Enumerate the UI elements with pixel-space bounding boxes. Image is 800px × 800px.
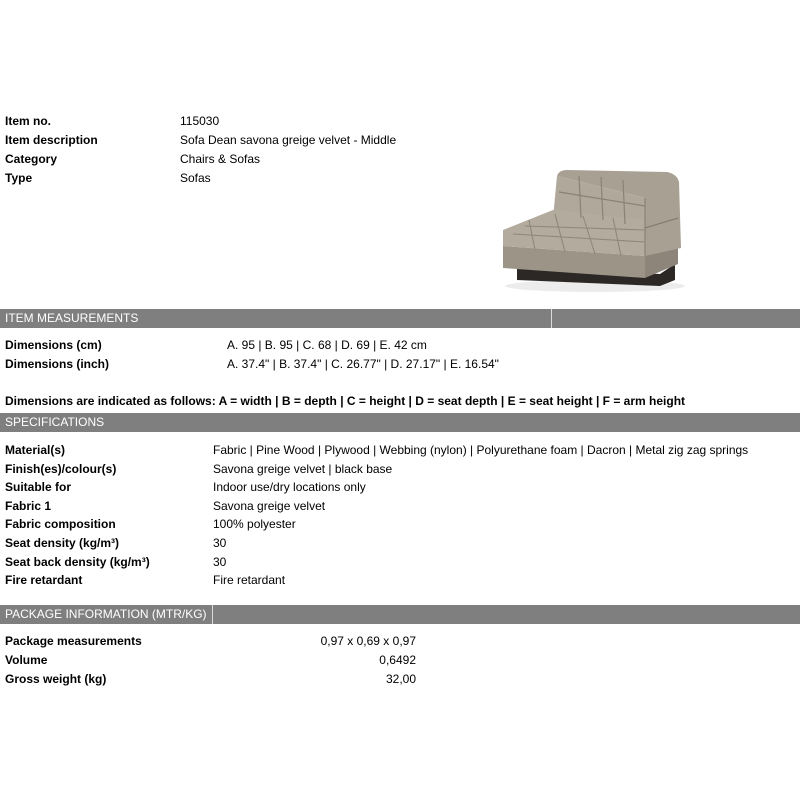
item-no-value: 115030 [180, 114, 220, 128]
specifications-header [0, 413, 800, 432]
volume-value: 0,6492 [379, 653, 416, 667]
specifications-title: SPECIFICATIONS [5, 415, 105, 429]
spec-fabric1-value: Savona greige velvet [213, 499, 326, 513]
spec-finish-value: Savona greige velvet | black base [213, 462, 393, 476]
spec-fabric-composition-label: Fabric composition [5, 517, 116, 531]
spec-seat-density-label: Seat density (kg/m³) [5, 536, 120, 550]
category-label: Category [5, 152, 58, 166]
dimensions-note: Dimensions are indicated as follows: A = width | B = depth | C = height | D = seat depth | E = seat height | F = arm height [5, 394, 686, 408]
spec-suitable-value: Indoor use/dry locations only [213, 480, 366, 494]
package-measurements-label: Package measurements [5, 634, 142, 648]
item-measurements-title: ITEM MEASUREMENTS [5, 311, 139, 325]
category-value: Chairs & Sofas [180, 152, 261, 166]
spec-fabric1-label: Fabric 1 [5, 499, 52, 513]
spec-fire-retardant-value: Fire retardant [213, 573, 286, 587]
spec-materials-value: Fabric | Pine Wood | Plywood | Webbing (nylon) | Polyurethane foam | Dacron | Metal zig zag springs [213, 443, 749, 457]
package-info-title: PACKAGE INFORMATION (MTR/KG) [5, 607, 207, 621]
type-value: Sofas [180, 171, 211, 185]
item-description-value: Sofa Dean savona greige velvet - Middle [180, 133, 397, 147]
spec-finish-label: Finish(es)/colour(s) [5, 462, 117, 476]
item-measurements-header [0, 309, 800, 328]
package-info-header [0, 605, 800, 624]
dimensions-cm-label: Dimensions (cm) [5, 338, 102, 352]
spec-seat-back-density-value: 30 [213, 555, 227, 569]
dimensions-inch-label: Dimensions (inch) [5, 357, 110, 371]
sofa-product-photo [495, 168, 685, 293]
dimensions-inch-value: A. 37.4" | B. 37.4" | C. 26.77" | D. 27.17" | E. 16.54" [227, 357, 499, 371]
gross-weight-value: 32,00 [385, 672, 416, 686]
package-measurements-value: 0,97 x 0,69 x 0,97 [320, 634, 416, 648]
spec-seat-density-value: 30 [213, 536, 227, 550]
spec-materials-label: Material(s) [5, 443, 66, 457]
item-no-label: Item no. [5, 114, 52, 128]
spec-fire-retardant-label: Fire retardant [5, 573, 83, 587]
gross-weight-label: Gross weight (kg) [5, 672, 107, 686]
type-label: Type [5, 171, 33, 185]
item-description-label: Item description [5, 133, 98, 147]
spec-fabric-composition-value: 100% polyester [213, 517, 296, 531]
spec-suitable-label: Suitable for [5, 480, 72, 494]
dimensions-cm-value: A. 95 | B. 95 | C. 68 | D. 69 | E. 42 cm [227, 338, 427, 352]
spec-seat-back-density-label: Seat back density (kg/m³) [5, 555, 150, 569]
volume-label: Volume [5, 653, 48, 667]
